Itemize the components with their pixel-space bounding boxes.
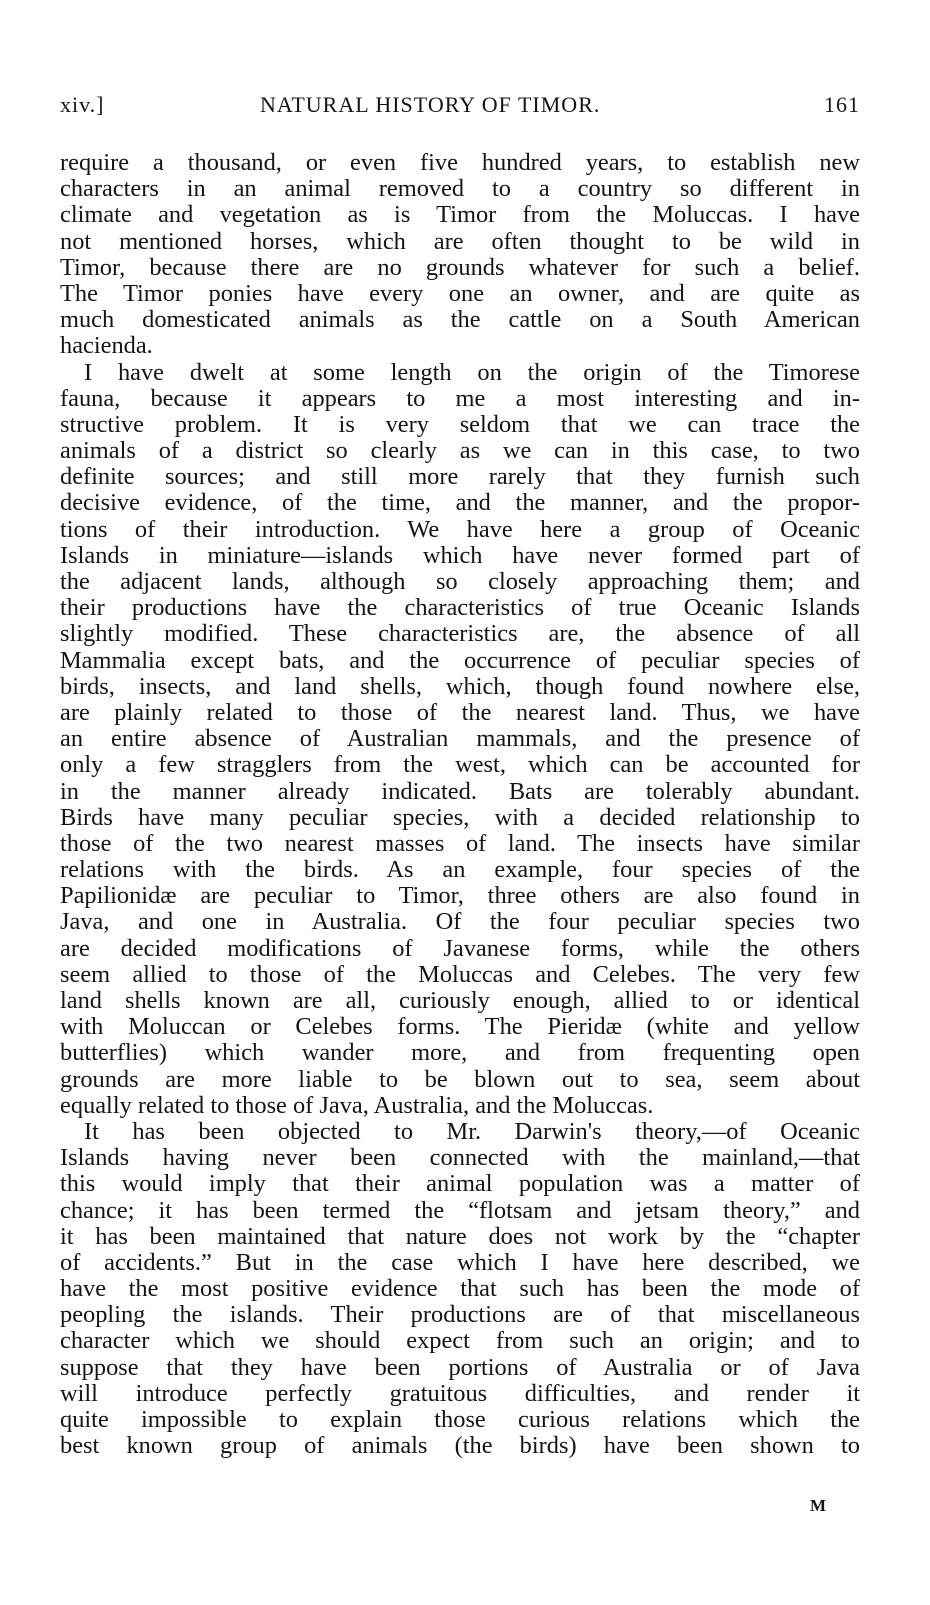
text-line: best known group of animals (the birds) have been shown to <box>60 1433 860 1460</box>
text-line: suppose that they have been portions of Australia or of Java <box>60 1354 860 1381</box>
text-line: seem allied to those of the Moluccas and Celebes. The very few <box>60 961 860 988</box>
text-line: climate and vegetation as is Timor from the Moluccas. I have <box>60 202 860 229</box>
running-title: NATURAL HISTORY OF TIMOR. <box>260 92 601 117</box>
text-line: in the manner already indicated. Bats are tolerably abundant. <box>60 778 860 805</box>
text-line: chance; it has been termed the “flotsam and jetsam theory,” and <box>60 1197 860 1224</box>
text-line: Timor, because there are no grounds whatever for such a belief. <box>60 254 860 281</box>
text-line: It has been objected to Mr. Darwin's theory,—of Oceanic <box>84 1118 860 1145</box>
text-line: relations with the birds. As an example, four species of the <box>60 857 860 884</box>
text-line: Java, and one in Australia. Of the four peculiar species two <box>60 909 860 936</box>
text-line: definite sources; and still more rarely that they furnish such <box>60 464 860 491</box>
text-line: The Timor ponies have every one an owner, and are quite as <box>60 280 860 307</box>
text-line: the adjacent lands, although so closely approaching them; and <box>60 569 860 595</box>
body-text <box>60 150 860 1459</box>
text-line: it has been maintained that nature does not work by the “chapter <box>60 1223 860 1250</box>
text-line: hacienda. <box>60 333 153 360</box>
text-line: are decided modifications of Javanese forms, while the others <box>60 935 860 962</box>
text-line: an entire absence of Australian mammals, and the presence of <box>60 726 860 753</box>
text-line: quite impossible to explain those curious relations which the <box>60 1407 860 1433</box>
text-line: character which we should expect from such an origin; and to <box>60 1328 860 1355</box>
text-line: grounds are more liable to be blown out to sea, seem about <box>60 1066 860 1093</box>
text-line: fauna, because it appears to me a most interesting and in- <box>60 385 860 412</box>
text-line: those of the two nearest masses of land. The insects have similar <box>60 830 860 857</box>
text-line: with Moluccan or Celebes forms. The Pieridæ (white and yellow <box>60 1014 860 1041</box>
running-head <box>60 92 860 126</box>
signature-mark: M <box>810 1496 827 1515</box>
text-line: characters in an animal removed to a country so different in <box>60 176 860 203</box>
text-line: slightly modified. These characteristics are, the absence of all <box>60 621 860 648</box>
text-line: decisive evidence, of the time, and the manner, and the propor- <box>60 490 860 517</box>
page-number: 161 <box>824 92 860 117</box>
text-line: structive problem. It is very seldom that we can trace the <box>60 411 860 438</box>
text-line: Birds have many peculiar species, with a decided relationship to <box>60 804 860 831</box>
text-line: tions of their introduction. We have here a group of Oceanic <box>60 516 860 543</box>
text-line: Islands in miniature—islands which have never formed part of <box>60 542 860 569</box>
text-line: butterflies) which wander more, and from frequenting open <box>60 1040 860 1067</box>
text-line: only a few stragglers from the west, which can be accounted for <box>60 752 860 779</box>
text-line: animals of a district so clearly as we can in this case, to two <box>60 438 860 465</box>
text-line: their productions have the characteristics of true Oceanic Islands <box>60 595 860 622</box>
text-line: equally related to those of Java, Australia, and the Moluccas. <box>60 1092 654 1119</box>
text-line: not mentioned horses, which are often thought to be wild in <box>60 228 860 255</box>
chapter-number: xiv.] <box>60 92 105 117</box>
text-line: have the most positive evidence that such has been the mode of <box>60 1276 860 1303</box>
text-line: peopling the islands. Their productions are of that miscellaneous <box>60 1302 860 1329</box>
text-line: will introduce perfectly gratuitous difficulties, and render it <box>60 1380 860 1407</box>
text-line: Mammalia except bats, and the occurrence of peculiar species of <box>60 647 860 674</box>
text-line: much domesticated animals as the cattle on a South American <box>60 307 860 334</box>
text-line: Islands having never been connected with the mainland,—that <box>60 1145 860 1172</box>
text-line: birds, insects, and land shells, which, though found nowhere else, <box>60 673 860 700</box>
text-line: Papilionidæ are peculiar to Timor, three others are also found in <box>60 883 860 910</box>
text-line: land shells known are all, curiously enough, allied to or identical <box>60 988 860 1014</box>
text-line: this would imply that their animal population was a matter of <box>60 1171 860 1198</box>
text-line: of accidents.” But in the case which I have here described, we <box>60 1249 860 1276</box>
text-line: are plainly related to those of the nearest land. Thus, we have <box>60 699 860 726</box>
text-line: require a thousand, or even five hundred years, to establish new <box>60 150 860 176</box>
text-line: I have dwelt at some length on the origin of the Timorese <box>84 359 860 386</box>
